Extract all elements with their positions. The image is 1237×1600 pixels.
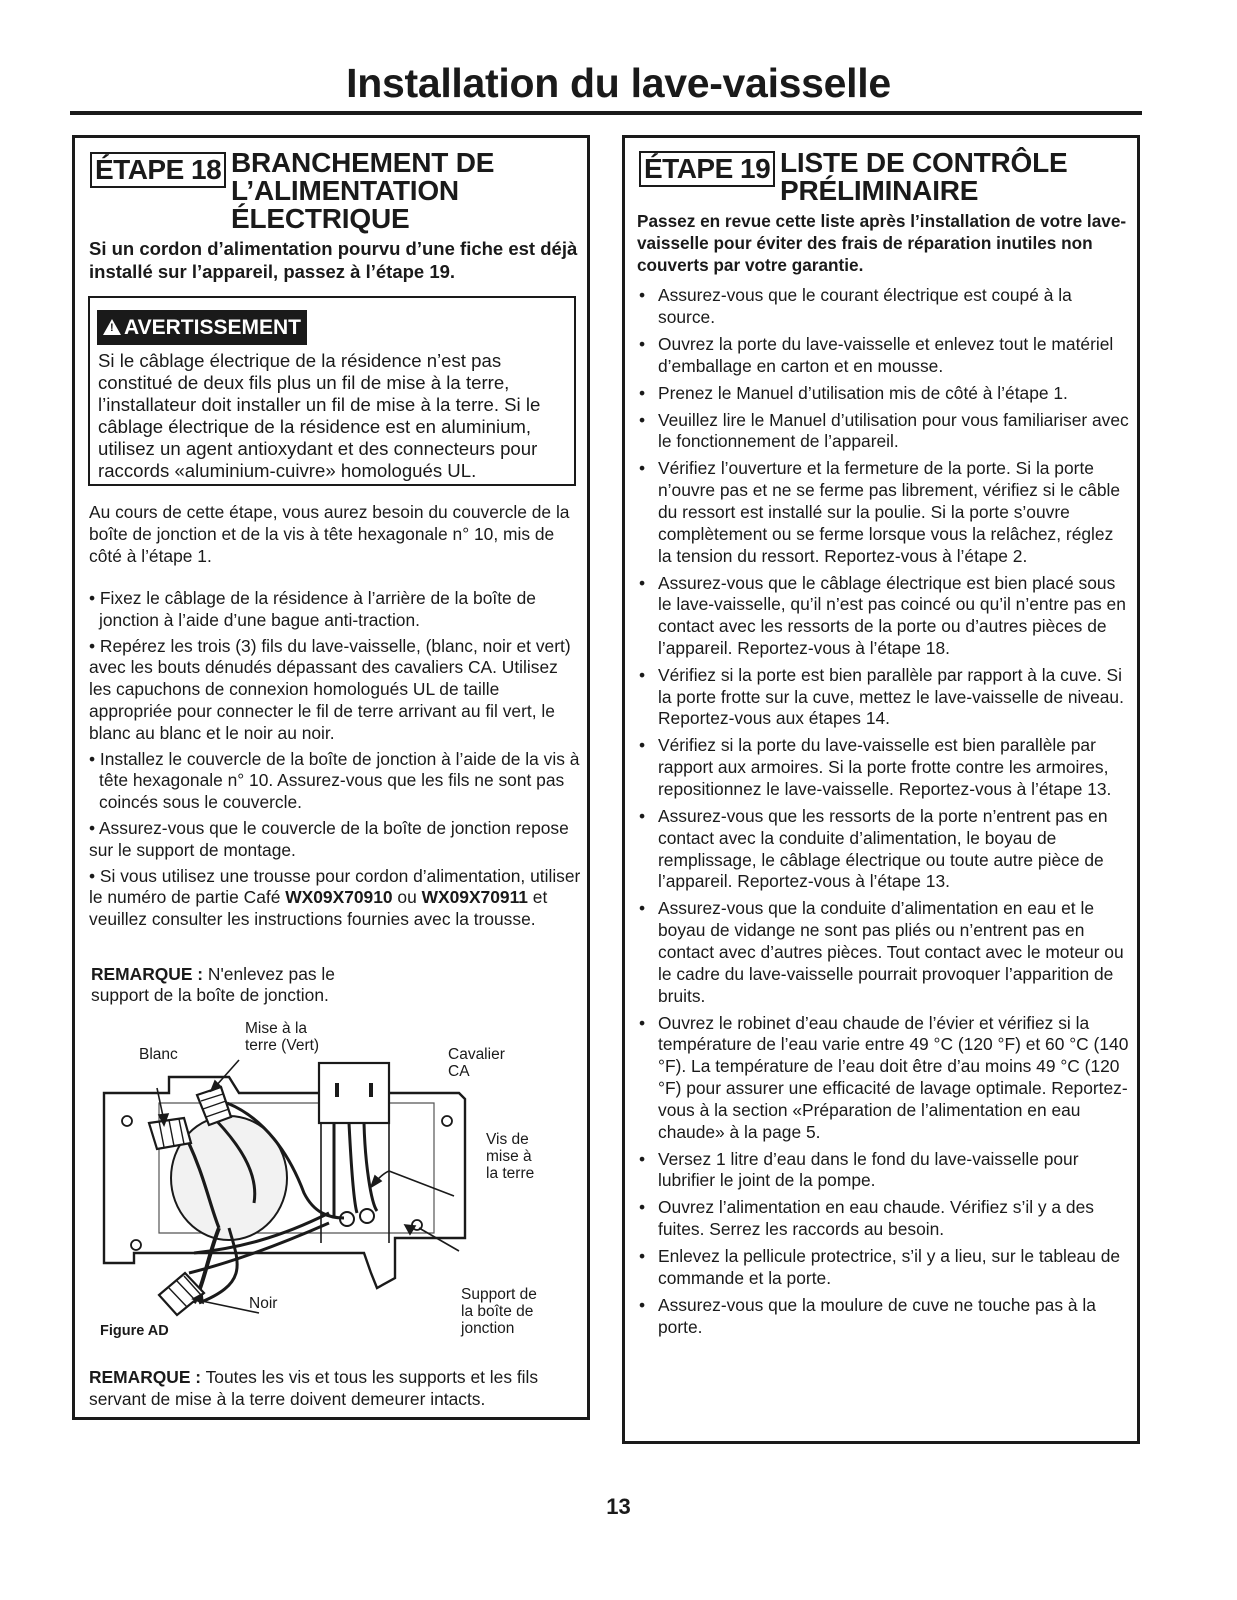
checklist-item: • Ouvrez la porte du lave-vaisselle et enlevez tout le matériel d’emballage en carton et en mousse. — [637, 334, 1129, 378]
checklist-item: • Assurez-vous que la moulure de cuve ne touche pas à la porte. — [637, 1295, 1129, 1339]
step-19-title-line: PRÉLIMINAIRE — [780, 175, 979, 206]
label-line: Vis de — [486, 1131, 529, 1148]
step-18-label: ÉTAPE 18 — [90, 152, 226, 188]
page-number: 13 — [606, 1494, 631, 1519]
note-text: Toutes les vis et tous les supports et les fils servant de mise à la terre doivent demeurer intacts. — [89, 1367, 539, 1409]
page-title: Installation du lave-vaisselle — [346, 60, 891, 106]
step-18-paragraph: Au cours de cette étape, vous aurez besoin du couvercle de la boîte de jonction et de la vis à tête hexagonale n° 10, mis de côté à l’étape 1. — [89, 502, 570, 566]
step-19-intro: Passez en revue cette liste après l’installation de votre lave-vaisselle pour éviter des frais de réparation inutiles non couverts par votre garantie. — [637, 211, 1127, 275]
ground-screw — [360, 1209, 374, 1223]
warning-label — [97, 310, 307, 345]
checklist — [637, 285, 1129, 1344]
label-cavalier — [448, 1046, 505, 1080]
warning-box — [88, 296, 576, 486]
checklist-item: • Assurez-vous que les ressorts de la porte n’entrent pas en contact avec la conduite d’alimentation, le boyau de remplissage, le câblage électrique ou toute autre pièce de l’appareil. Reportez-vous à l’étape 13. — [637, 806, 1129, 893]
list-item: • Assurez-vous que le couvercle de la boîte de jonction repose sur le support de montage. — [89, 817, 569, 860]
wire-nut-black — [159, 1273, 204, 1315]
note-text: N'enlevez pas le support de la boîte de jonction. — [91, 964, 335, 1005]
label-support — [461, 1286, 537, 1337]
step-18-title-line: BRANCHEMENT DE — [231, 147, 495, 178]
kit-text: et veuillez consulter les instructions fournies avec la trousse. — [89, 887, 548, 930]
note-1 — [91, 964, 381, 1006]
label-line: la terre — [486, 1165, 535, 1182]
ac-jumper-block — [319, 1063, 389, 1123]
step-19-label: ÉTAPE 19 — [639, 151, 775, 187]
checklist-item: • Ouvrez le robinet d’eau chaude de l’évier et vérifiez si la température de l’eau varie entre 49 °C (120 °F) et 60 °C (140 °F). La température de l’eau doit être d’au moins 49 °C (120 °F) pour assurer une efficacité de lavage optimale. Reportez-vous à la section «Préparation de l’alimentation en eau chaude» à la page 5. — [637, 1013, 1129, 1144]
kit-text: ou — [392, 887, 422, 908]
checklist-item: • Vérifiez si la porte est bien parallèle par rapport à la cuve. Si la porte frotte sur la cuve, mettez le lave-vaisselle de niveau. Reportez-vous aux étapes 14. — [637, 665, 1129, 730]
checklist-item: • Vérifiez l’ouverture et la fermeture de la porte. Si la porte n’ouvre pas et ne se ferme pas librement, vérifiez si le câble du ressort est installé sur la poulie. Si la porte s’ouvre complètement ou se ferme lorsque vous la relâchez, réglez la tension du ressort. Reportez-vous à l’étape 2. — [637, 458, 1129, 567]
warning-triangle-icon — [103, 319, 121, 335]
part-number: WX09X70911 — [421, 887, 528, 908]
checklist-item: • Assurez-vous que la conduite d’alimentation en eau et le boyau de vidange ne sont pas pliés ou n’entrent pas en contact avec d’autres pièces. Tout contact avec le moteur ou le cadre du lave-vaisselle pourrait provoquer l’apparition de bruits. — [637, 898, 1129, 1007]
step-18-title-line: ÉLECTRIQUE — [231, 203, 410, 234]
note-2 — [89, 1366, 581, 1410]
checklist-item: • Enlevez la pellicule protectrice, s’il y a lieu, sur le tableau de commande et la porte. — [637, 1246, 1129, 1290]
label-blanc: Blanc — [139, 1046, 178, 1063]
note-label: REMARQUE : — [89, 1367, 202, 1387]
checklist-item: • Versez 1 litre d’eau dans le fond du lave-vaisselle pour lubrifier le joint de la pompe. — [637, 1149, 1129, 1193]
step-19-title-line: LISTE DE CONTRÔLE — [780, 147, 1068, 178]
part-number: WX09X70910 — [285, 887, 393, 908]
step-19-title — [780, 149, 1068, 205]
note-label: REMARQUE : — [91, 964, 204, 984]
label-noir: Noir — [249, 1295, 278, 1312]
step-18-title — [231, 149, 494, 233]
checklist-item: • Veuillez lire le Manuel d’utilisation pour vous familiariser avec le fonctionnement de l’appareil. — [637, 410, 1129, 454]
warning-text: Si le câblage électrique de la résidence n’est pas constitué de deux fils plus un fil de mise à la terre, l’installateur doit installer un fil de mise à la terre. Si le câblage électrique de la résidence est en aluminium, utilisez un agent antioxydant et des connecteurs pour raccords «aluminium-cuivre» homologués UL. — [98, 350, 541, 481]
step-18-title-line: L’ALIMENTATION — [231, 175, 459, 206]
checklist-item: • Prenez le Manuel d’utilisation mis de côté à l’étape 1. — [637, 383, 1129, 405]
step-18-intro: Si un cordon d’alimentation pourvu d’une fiche est déjà installé sur l’appareil, passez à l’étape 19. — [89, 238, 578, 282]
label-line: Mise à la — [245, 1020, 308, 1037]
list-item: • Installez le couvercle de la boîte de jonction à l’aide de la vis à tête hexagonale n° 10. Assurez-vous que les fils ne sont pas coincés sous le couvercle. — [89, 748, 580, 813]
list-item: • Fixez le câblage de la résidence à l’arrière de la boîte de jonction à l’aide d’une bague anti-traction. — [89, 588, 536, 630]
checklist-item: • Assurez-vous que le courant électrique est coupé à la source. — [637, 285, 1129, 329]
checklist-item: • Assurez-vous que le câblage électrique est bien placé sous le lave-vaisselle, qu’il n’est pas coincé ou qu’il n’entre pas en contact avec les ressorts de la porte ou d’autres pièces de l’appareil. Reportez-vous à l’étape 18. — [637, 573, 1129, 660]
label-line: Cavalier — [448, 1046, 505, 1063]
figure-caption: Figure AD — [100, 1323, 169, 1339]
label-line: terre (Vert) — [245, 1037, 320, 1054]
label-line: CA — [448, 1063, 470, 1080]
checklist-item: • Ouvrez l’alimentation en eau chaude. Vérifiez s’il y a des fuites. Serrez les raccords au besoin. — [637, 1197, 1129, 1241]
title-rule — [70, 111, 1142, 115]
checklist-item: • Vérifiez si la porte du lave-vaisselle est bien parallèle par rapport aux armoires. Si la porte frotte contre les armoires, repositionnez le lave-vaisselle. Reportez-vous à l’étape 13. — [637, 735, 1129, 800]
label-line: Support de — [461, 1286, 537, 1303]
list-item-kit — [89, 866, 581, 931]
label-mise-a-la-terre — [245, 1020, 319, 1054]
wire-nut-white — [149, 1118, 191, 1149]
label-line: la boîte de — [461, 1303, 534, 1320]
kit-text: • Si vous utilisez une trousse pour cordon d’alimentation, utiliser le numéro de partie Café — [89, 865, 581, 908]
list-item: • Repérez les trois (3) fils du lave-vaisselle, (blanc, noir et vert) avec les bouts dénudés dépassant des cavaliers CA. Utilisez les capuchons de connexion homologués UL de taille appropriée pour connecter le fil de terre arrivant au fil vert, le blanc au blanc et le noir au noir. — [89, 635, 571, 743]
step-19-panel — [622, 135, 1140, 1444]
label-vis — [486, 1131, 534, 1182]
label-line: jonction — [461, 1320, 515, 1337]
warning-label-text: AVERTISSEMENT — [124, 316, 301, 339]
step-18-panel — [72, 135, 590, 1420]
label-line: mise à — [486, 1148, 532, 1165]
step-18-list — [89, 588, 581, 935]
